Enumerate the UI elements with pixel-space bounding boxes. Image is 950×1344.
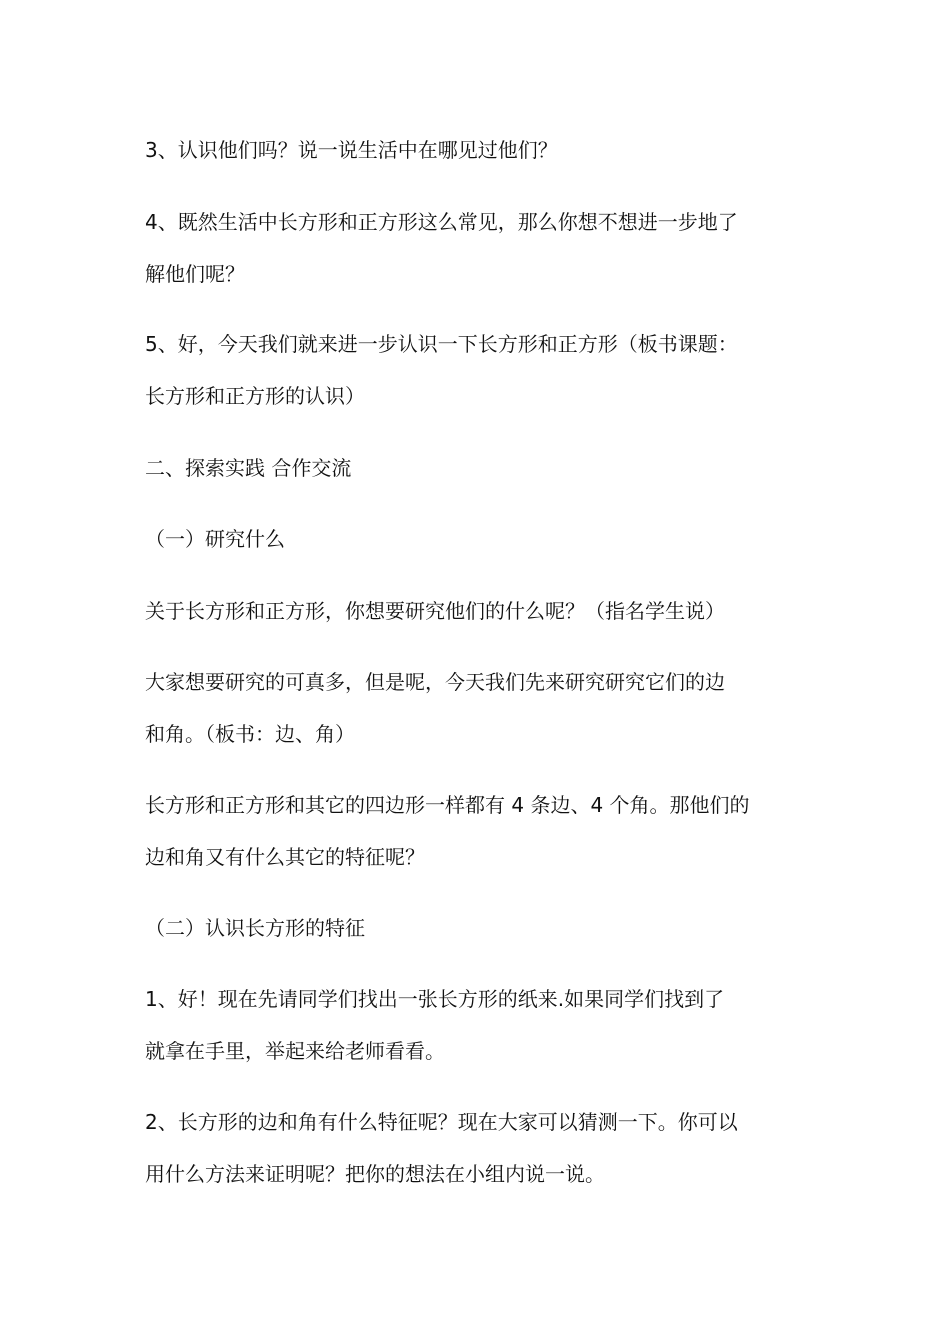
paragraph-question-4-line-2: 解他们呢？ [145,262,245,286]
paragraph-step-2-line-2: 用什么方法来证明呢？把你的想法在小组内说一说。 [145,1162,605,1186]
subsection-heading-2: （二）认识长方形的特征 [145,916,365,940]
subsection-heading-1: （一）研究什么 [145,527,285,551]
paragraph-question-3: 3、认识他们吗？说一说生活中在哪见过他们？ [145,138,558,162]
paragraph-step-2-line-1: 2、长方形的边和角有什么特征呢？现在大家可以猜测一下。你可以 [145,1110,738,1134]
paragraph-question-4-line-1: 4、既然生活中长方形和正方形这么常见，那么你想不想进一步地了 [145,210,738,234]
paragraph-question-5-line-2: 长方形和正方形的认识） [145,384,365,408]
paragraph-step-1-line-1: 1、好！现在先请同学们找出一张长方形的纸来.如果同学们找到了 [145,987,725,1011]
section-heading-2: 二、探索实践 合作交流 [145,456,352,480]
paragraph-edges-angles-line-2: 和角。（板书：边、角） [145,722,355,746]
paragraph-research-question: 关于长方形和正方形，你想要研究他们的什么呢？（指名学生说） [145,599,725,623]
paragraph-quadrilateral-line-2: 边和角又有什么其它的特征呢？ [145,845,425,869]
paragraph-question-5-line-1: 5、好，今天我们就来进一步认识一下长方形和正方形（板书课题： [145,332,738,356]
paragraph-step-1-line-2: 就拿在手里，举起来给老师看看。 [145,1039,445,1063]
paragraph-edges-angles-line-1: 大家想要研究的可真多，但是呢，今天我们先来研究研究它们的边 [145,670,725,694]
paragraph-quadrilateral-line-1: 长方形和正方形和其它的四边形一样都有 4 条边、4 个角。那他们的 [145,793,750,817]
